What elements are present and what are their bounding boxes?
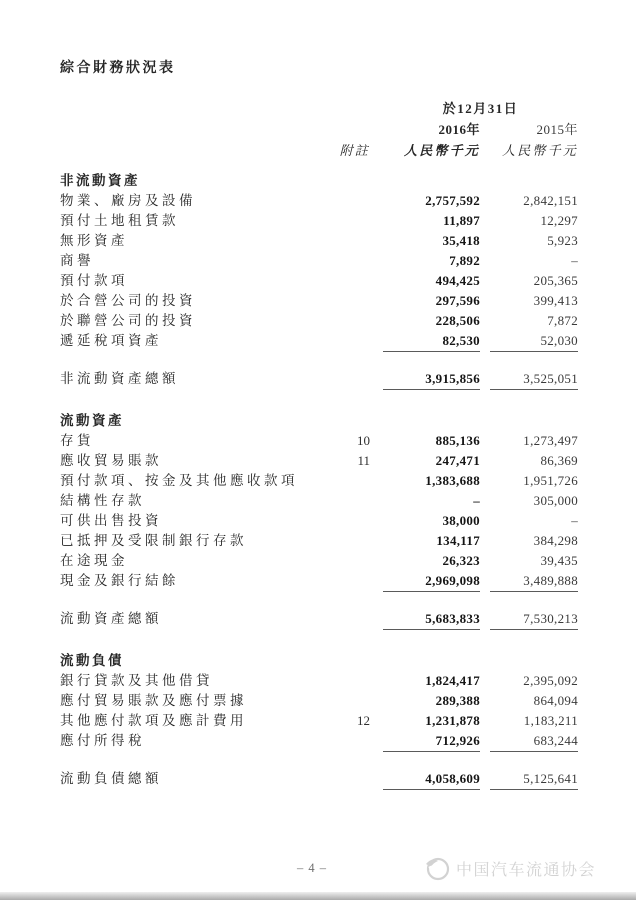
value-2015: 305,000	[533, 493, 578, 508]
value-2015: 86,369	[540, 453, 578, 468]
table-row	[60, 571, 578, 591]
unit-header-2015: 人民幣千元	[501, 143, 578, 158]
value-2016: 297,596	[435, 293, 480, 308]
table-row	[60, 491, 578, 511]
value-2016: 35,418	[442, 233, 480, 248]
value-2015: 52,030	[490, 331, 578, 352]
value-2015: 399,413	[533, 293, 578, 308]
row-label: 於聯營公司的投資	[60, 313, 196, 328]
note-ref: 10	[357, 433, 370, 448]
note-ref	[326, 231, 370, 251]
total-label: 流動資產總額	[60, 611, 162, 626]
table-row	[60, 691, 578, 711]
value-2015: 384,298	[533, 533, 578, 548]
value-2016: 885,136	[435, 433, 480, 448]
total-value-2015: 3,525,051	[490, 369, 578, 390]
watermark	[424, 855, 596, 881]
page-bottom-edge	[0, 892, 636, 900]
value-2015: 5,923	[547, 233, 578, 248]
section-rows	[60, 431, 578, 591]
note-ref	[326, 211, 370, 231]
value-2016: 11,897	[443, 213, 480, 228]
total-value-2015: 5,125,641	[490, 769, 578, 790]
row-label: 已抵押及受限制銀行存款	[60, 533, 247, 548]
value-2015: 1,273,497	[523, 433, 578, 448]
value-2016: 494,425	[435, 273, 480, 288]
note-ref	[326, 471, 370, 491]
note-ref	[326, 191, 370, 211]
unit-header-2016: 人民幣千元	[403, 143, 480, 158]
row-label: 遞延稅項資產	[60, 333, 162, 348]
row-label: 存貨	[60, 433, 94, 448]
watermark-text: 中国汽车流通协会	[455, 861, 596, 879]
total-label: 流動負債總額	[60, 771, 162, 786]
row-label: 於合營公司的投資	[60, 293, 196, 308]
section-rows	[60, 671, 578, 751]
value-2015: 39,435	[540, 553, 578, 568]
table-row	[60, 291, 578, 311]
note-ref	[326, 511, 370, 531]
value-2016: 2,969,098	[383, 571, 480, 592]
value-2016: 26,323	[442, 553, 480, 568]
value-2016: 2,757,592	[425, 193, 480, 208]
row-label: 物業、廠房及設備	[60, 193, 196, 208]
note-ref	[326, 291, 370, 311]
row-label: 預付款項、按金及其他應收款項	[60, 473, 298, 488]
statement-section	[60, 411, 578, 629]
note-ref	[326, 271, 370, 291]
section-heading: 流動資產	[60, 413, 124, 428]
row-label: 應付貿易賬款及應付票據	[60, 693, 247, 708]
note-ref	[326, 691, 370, 711]
row-label: 預付土地租賃款	[60, 213, 179, 228]
value-2015: 12,297	[540, 213, 578, 228]
value-2016: 7,892	[449, 253, 480, 268]
value-2015: 683,244	[490, 731, 578, 752]
table-row	[60, 231, 578, 251]
table-row	[60, 471, 578, 491]
value-2016: 228,506	[435, 313, 480, 328]
value-2015: –	[571, 513, 578, 528]
total-label: 非流動資產總額	[60, 371, 179, 386]
page-title: 綜合財務狀況表	[60, 61, 176, 76]
table-row	[60, 531, 578, 551]
note-ref: 11	[357, 453, 370, 468]
notes-column-header: 附註	[339, 143, 370, 158]
value-2015: 2,395,092	[523, 673, 578, 688]
note-ref	[326, 331, 370, 352]
row-label: 商譽	[60, 253, 94, 268]
note-ref	[326, 491, 370, 511]
value-2016: 1,231,878	[425, 713, 480, 728]
value-2015: 1,951,726	[523, 473, 578, 488]
table-row	[60, 451, 578, 471]
value-2016: –	[473, 493, 480, 508]
value-2016: 289,388	[435, 693, 480, 708]
statement-section	[60, 171, 578, 389]
table-row	[60, 271, 578, 291]
total-value-2015: 7,530,213	[490, 609, 578, 630]
section-heading: 流動負債	[60, 653, 124, 668]
row-label: 應付所得稅	[60, 733, 145, 748]
note-ref	[326, 571, 370, 592]
value-2015: 1,183,211	[523, 713, 578, 728]
row-label: 預付款項	[60, 273, 128, 288]
value-2016: 1,383,688	[425, 473, 480, 488]
column-header-2016: 2016年	[438, 122, 480, 137]
value-2016: 82,530	[383, 331, 480, 352]
table-row	[60, 711, 578, 731]
value-2016: 134,117	[436, 533, 480, 548]
value-2015: 864,094	[533, 693, 578, 708]
balance-sheet-table	[60, 171, 578, 789]
page-number: – 4 –	[297, 861, 327, 875]
total-value-2016: 3,915,856	[383, 369, 480, 390]
value-2015: 205,365	[533, 273, 578, 288]
value-2015: 3,489,888	[490, 571, 578, 592]
row-label: 現金及銀行結餘	[60, 573, 179, 588]
row-label: 結構性存款	[60, 493, 145, 508]
note-ref: 12	[357, 713, 370, 728]
row-label: 應收貿易賬款	[60, 453, 162, 468]
statement-section	[60, 651, 578, 789]
cada-logo-icon	[424, 855, 450, 881]
table-row	[60, 511, 578, 531]
value-2015: 2,842,151	[523, 193, 578, 208]
value-2016: 1,824,417	[425, 673, 480, 688]
table-row	[60, 191, 578, 211]
section-heading: 非流動資產	[60, 173, 140, 188]
table-row	[60, 551, 578, 571]
row-label: 銀行貸款及其他借貸	[60, 673, 213, 688]
table-row	[60, 211, 578, 231]
value-2016: 38,000	[442, 513, 480, 528]
value-2016: 712,926	[383, 731, 480, 752]
note-ref	[326, 671, 370, 691]
value-2015: –	[571, 253, 578, 268]
row-label: 可供出售投資	[60, 513, 162, 528]
column-header-2015: 2015年	[536, 122, 578, 137]
note-ref	[326, 551, 370, 571]
total-row	[60, 369, 578, 389]
note-ref	[326, 251, 370, 271]
table-row	[60, 311, 578, 331]
total-value-2016: 4,058,609	[383, 769, 480, 790]
table-row	[60, 251, 578, 271]
table-row	[60, 671, 578, 691]
total-row	[60, 769, 578, 789]
table-row	[60, 331, 578, 351]
note-ref	[326, 311, 370, 331]
section-rows	[60, 191, 578, 351]
total-value-2016: 5,683,833	[383, 609, 480, 630]
row-label: 其他應付款項及應計費用	[60, 713, 247, 728]
column-headers	[60, 98, 578, 161]
total-row	[60, 609, 578, 629]
note-ref	[326, 731, 370, 752]
note-ref	[326, 531, 370, 551]
row-label: 在途現金	[60, 553, 128, 568]
table-row	[60, 731, 578, 751]
table-row	[60, 431, 578, 451]
value-2015: 7,872	[547, 313, 578, 328]
column-header-date: 於12月31日	[442, 101, 519, 116]
row-label: 無形資產	[60, 233, 128, 248]
value-2016: 247,471	[435, 453, 480, 468]
